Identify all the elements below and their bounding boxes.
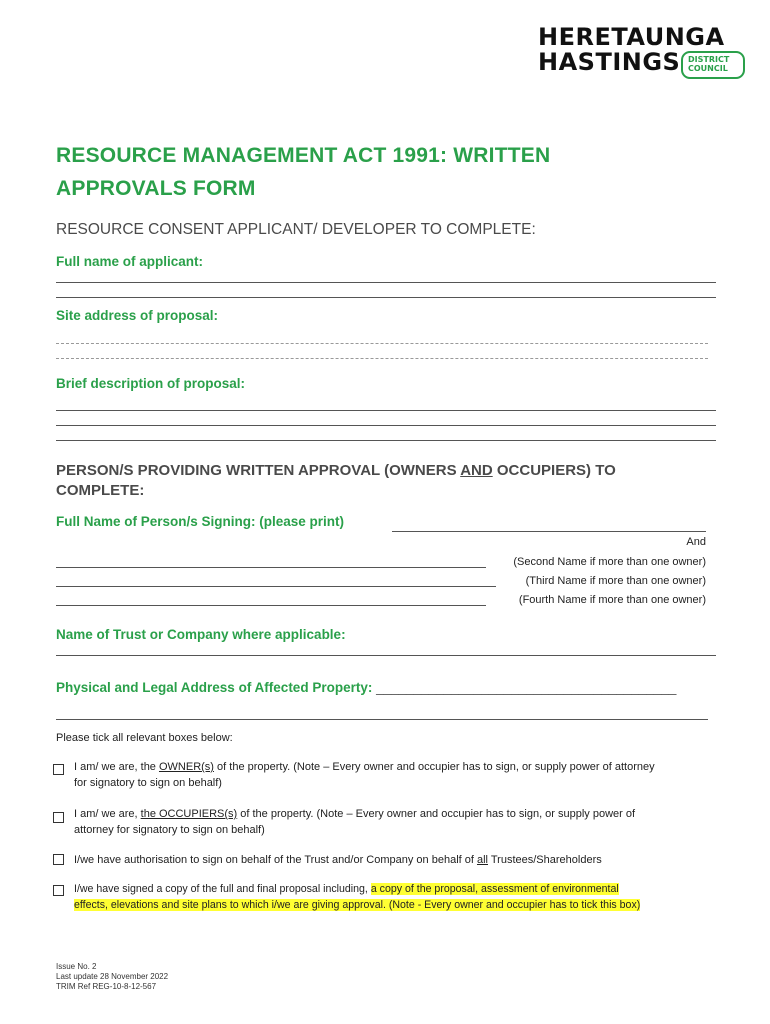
owner-item-underlined: OWNER(s) xyxy=(158,761,214,773)
logo-hastings: HASTINGS xyxy=(538,48,681,76)
logo-district-council-badge xyxy=(681,51,745,79)
section2-heading-part1: PERSON/S PROVIDING WRITTEN APPROVAL (OWNERS xyxy=(56,462,461,479)
occupier-item-text xyxy=(74,806,714,838)
footer-issue: Issue No. 2 xyxy=(56,962,97,971)
trust-item-post: Trustees/Shareholders xyxy=(488,854,602,866)
owner-item-pre: I am/ we are, the xyxy=(74,761,159,773)
owner-item-post: of the property. (Note – Every owner and occupier has to sign, or supply power of attorney xyxy=(213,761,655,773)
property-address-label xyxy=(56,680,716,695)
third-name-line[interactable] xyxy=(56,586,496,587)
signed-item-highlight-2: effects, elevations and site plans to which i/we are giving approval. (Note - Every owner and occupier has to tick this box) xyxy=(74,899,641,911)
proposal-description-line-2[interactable] xyxy=(56,425,716,426)
second-name-caption: (Second Name if more than one owner) xyxy=(513,556,706,568)
occupier-item-post: of the property. (Note – Every owner and occupier has to sign, or supply power of xyxy=(237,808,636,820)
signing-name-line-1[interactable] xyxy=(392,531,706,532)
applicant-name-line-2[interactable] xyxy=(56,297,716,298)
footer-block xyxy=(56,962,168,992)
logo-heretaunga: HERETAUNGA xyxy=(538,23,725,51)
section2-heading-and: AND xyxy=(460,462,493,479)
footer-updated: Last update 28 November 2022 xyxy=(56,972,169,981)
fourth-name-line[interactable] xyxy=(56,605,486,606)
and-text: And xyxy=(686,536,706,548)
fourth-name-caption: (Fourth Name if more than one owner) xyxy=(518,594,706,606)
site-address-line-2[interactable] xyxy=(56,358,708,359)
proposal-description-label: Brief description of proposal: xyxy=(56,376,246,391)
section2-heading-line2: COMPLETE: xyxy=(56,482,145,499)
applicant-name-line-1[interactable] xyxy=(56,282,716,283)
logo-badge-line2: COUNCIL xyxy=(688,64,728,73)
trust-authorisation-item-text xyxy=(74,852,714,868)
trust-item-pre: I/we have authorisation to sign on behalf of the Trust and/or Company on behalf of xyxy=(74,854,477,866)
checklist-intro: Please tick all relevant boxes below: xyxy=(56,732,233,744)
trust-company-line[interactable] xyxy=(56,655,716,656)
signed-item-highlight-1: a copy of the proposal, assessment of environmental xyxy=(370,883,619,895)
third-name-caption: (Third Name if more than one owner) xyxy=(525,575,706,587)
signing-name-label: Full Name of Person/s Signing: (please print) xyxy=(56,514,345,529)
page-title-line1: RESOURCE MANAGEMENT ACT 1991: WRITTEN xyxy=(56,144,551,167)
section1-heading: RESOURCE CONSENT APPLICANT/ DEVELOPER TO COMPLETE: xyxy=(56,221,536,238)
owner-item-text xyxy=(74,759,714,791)
second-name-line[interactable] xyxy=(56,567,486,568)
occupier-item-pre: I am/ we are, xyxy=(74,808,141,820)
signed-item-pre: I/we have signed a copy of the full and final proposal including, xyxy=(74,883,371,895)
occupier-item-underlined: the OCCUPIERS(s) xyxy=(140,808,238,820)
site-address-label: Site address of proposal: xyxy=(56,308,219,323)
proposal-description-line-1[interactable] xyxy=(56,410,716,411)
occupier-checkbox[interactable] xyxy=(53,812,64,823)
property-address-blank[interactable]: ________________________________________ xyxy=(376,680,677,695)
property-address-line-2[interactable] xyxy=(56,719,708,720)
footer-trim-ref: TRIM Ref REG-10-8-12-567 xyxy=(56,982,157,991)
trust-item-underlined: all xyxy=(476,854,488,866)
signed-proposal-checkbox[interactable] xyxy=(53,885,64,896)
trust-company-label: Name of Trust or Company where applicable: xyxy=(56,627,346,642)
occupier-item-line2: attorney for signatory to sign on behalf) xyxy=(74,824,265,836)
section2-heading-part2: OCCUPIERS) TO xyxy=(492,462,616,479)
owner-checkbox[interactable] xyxy=(53,764,64,775)
signed-proposal-item-text xyxy=(74,881,714,913)
proposal-description-line-3[interactable] xyxy=(56,440,716,441)
applicant-name-label: Full name of applicant: xyxy=(56,254,204,269)
section2-heading xyxy=(56,461,716,501)
logo-badge-line1: DISTRICT xyxy=(688,55,730,64)
property-address-label-text: Physical and Legal Address of Affected Property: xyxy=(56,680,373,695)
site-address-line-1[interactable] xyxy=(56,343,708,344)
page-title-line2: APPROVALS FORM xyxy=(56,177,256,200)
owner-item-line2: for signatory to sign on behalf) xyxy=(74,777,222,789)
trust-authorisation-checkbox[interactable] xyxy=(53,854,64,865)
